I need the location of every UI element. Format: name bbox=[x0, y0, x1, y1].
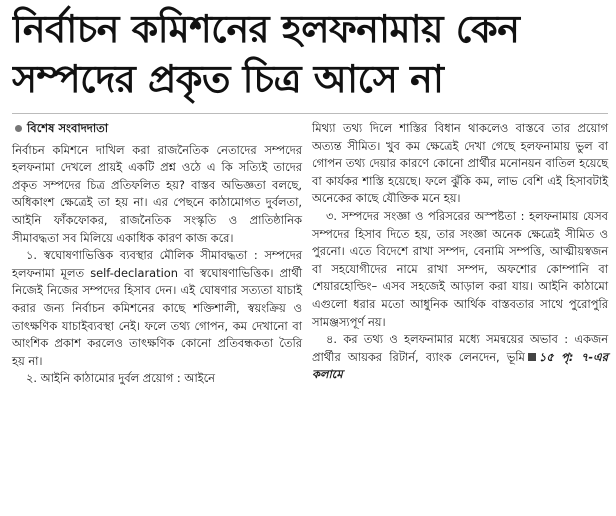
paragraph-point-1: ১. স্বঘোষণাভিত্তিক ব্যবস্থার মৌলিক সীমাবদ্ধতা : সম্পদের হলফনামা মূলত self-declaration বা স্বঘোষণাভিত্তিক। প্রার্থী নিজেই নিজের সম্পদের হিসাব দেন। এই ঘোষণার সত্যতা যাচাই করার জন্য নির্বাচন কমিশনের কাছে শক্তিশালী, স্বয়ংক্রিয় ও তাৎক্ষণিক যাচাইব্যবস্থা নেই। ফলে তথ্য গোপন, কম দেখানো বা আংশিক প্রকাশ করলেও তাৎক্ষণিক কোনো প্রতিবন্ধকতা তৈরি হয় না। bbox=[12, 248, 302, 368]
article-column-left bbox=[12, 120, 302, 388]
paragraph-point-2-continued: মিথ্যা তথ্য দিলে শাস্তির বিধান থাকলেও বাস্তবে তার প্রয়োগ অত্যন্ত সীমিত। খুব কম ক্ষেত্রেই দেখা গেছে হলফনামায় ভুল বা গোপন তথ্য দেয়ার কারণে কোনো প্রার্থীর মনোনয়ন বাতিল হয়েছে বা কার্যকর শাস্তি হয়েছে। ফলে ঝুঁকি কম, লাভ বেশি এই হিসাবটাই অনেকের কাছে যৌক্তিক মনে হয়। bbox=[312, 121, 608, 206]
byline-text: বিশেষ সংবাদদাতা bbox=[27, 121, 109, 135]
square-bullet-icon bbox=[528, 353, 536, 361]
paragraph-intro: নির্বাচন কমিশনে দাখিল করা রাজনৈতিক নেতাদের সম্পদের হলফনামা দেখলে প্রায়ই একটি প্রশ্ন ওঠে এ কি সত্যিই তাদের প্রকৃত সম্পদের চিত্র প্রতিফলিত হয়? বাস্তব অভিজ্ঞতা বলছে, অধিকাংশ ক্ষেত্রেই তা হয় না। এর পেছনে কাঠামোগত দুর্বলতা, আইনি ফাঁকফোকর, রাজনৈতিক সংস্কৃতি ও প্রাতিষ্ঠানিক সীমাবদ্ধতা সব মিলিয়ে একাধিক কারণ কাজ করে। bbox=[12, 142, 302, 245]
byline bbox=[12, 120, 302, 138]
paragraph-point-3: ৩. সম্পদের সংজ্ঞা ও পরিসরের অস্পষ্টতা : হলফনামায় যেসব সম্পদের হিসাব দিতে হয়, তার সংজ্ঞা অনেক ক্ষেত্রেই সীমিত ও পুরনো। এতে বিদেশে রাখা সম্পদ, বেনামি সম্পত্তি, আত্মীয়স্বজন বা সহযোগীদের নামে রাখা সম্পদ, অফশোর কোম্পানি বা শেয়ারহোল্ডিং– এসব সহজেই আড়াল করা যায়। আইনি কাঠামো এগুলো ধরার মতো আধুনিক আর্থিক বাস্তবতার সাথে পুরোপুরি সামঞ্জস্যপূর্ণ নয়। bbox=[312, 208, 608, 329]
bullet-icon bbox=[15, 125, 22, 132]
paragraph-point-4-text: ৪. কর তথ্য ও হলফনামার মধ্যে সমন্বয়ের অভাব : একজন প্রার্থীর আয়কর রিটার্ন, ব্যাংক লেনদেন, ভূমি bbox=[312, 332, 608, 364]
paragraph-point-2-start: ২. আইনি কাঠামোর দুর্বল প্রয়োগ : আইনে bbox=[26, 371, 215, 386]
headline-line-2: সম্পদের প্রকৃত চিত্র আসে না bbox=[12, 57, 444, 101]
headline-line-1: নির্বাচন কমিশনের হলফনামায় কেন bbox=[12, 7, 520, 51]
continuation-jump: ১৫ পৃ: ৭-এর কলামে bbox=[312, 349, 608, 382]
article-column-right bbox=[312, 120, 608, 384]
headline bbox=[12, 4, 608, 104]
paragraph-point-4 bbox=[312, 331, 608, 384]
headline-divider bbox=[12, 113, 608, 114]
